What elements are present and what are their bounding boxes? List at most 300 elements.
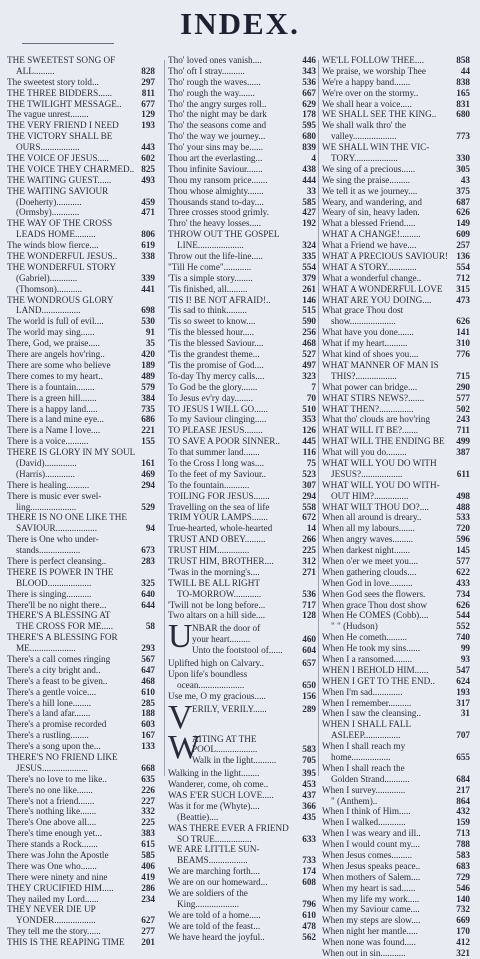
index-entry — [168, 393, 316, 404]
entry-page-number — [468, 360, 470, 371]
entry-page-number: 294 — [141, 479, 155, 490]
index-entry — [7, 523, 155, 534]
index-entry — [322, 741, 470, 752]
index-entry — [7, 512, 155, 523]
entry-title: THERE'S A BLESSING AT — [7, 610, 111, 621]
entry-page-number: 261 — [302, 283, 316, 294]
entry-title: When out in sin........... — [322, 948, 406, 959]
entry-title: SO TRUE................ — [177, 833, 252, 844]
entry-title: There is singing........... — [7, 588, 92, 599]
index-entry — [322, 480, 470, 491]
index-entry — [322, 207, 470, 218]
index-entry — [168, 414, 316, 425]
entry-title: WHAT ARE YOU DOING.... — [322, 294, 432, 305]
index-entry — [322, 904, 470, 915]
entry-page-number: 156 — [302, 690, 316, 701]
index-entry — [7, 850, 155, 861]
index-entry — [7, 120, 155, 131]
entry-title: When my Saviour came.... — [322, 904, 420, 915]
title-rule — [22, 43, 114, 44]
index-entry — [322, 774, 470, 785]
index-entry — [7, 404, 155, 415]
index-entry — [7, 295, 155, 306]
index-entry — [322, 926, 470, 937]
entry-page-number: 547 — [456, 664, 470, 675]
entry-title: We have heard the joyful.. — [168, 931, 265, 942]
entry-page-number — [153, 904, 155, 915]
entry-title: We are told of a home..... — [168, 909, 261, 920]
index-entry — [7, 240, 155, 251]
entry-page-number: 536 — [302, 588, 316, 599]
entry-title: THERE IS NO ONE LIKE THE — [7, 512, 128, 523]
entry-page-number: 444 — [302, 174, 316, 185]
entry-page-number: 673 — [141, 545, 155, 556]
entry-title: THE WAITING GUEST...... — [7, 174, 112, 185]
entry-title: 'Tis finished, all......... — [168, 283, 248, 294]
entry-title: True-hearted, whole-hearted — [168, 523, 273, 534]
entry-page-number — [468, 120, 470, 131]
entry-page-number: 717 — [302, 599, 316, 610]
index-entry — [168, 131, 316, 142]
entry-page-number: 321 — [456, 948, 470, 959]
index-entry — [168, 480, 316, 491]
entry-page-number: 256 — [302, 327, 316, 338]
index-entry — [7, 556, 155, 567]
entry-page-number: 283 — [141, 555, 155, 566]
entry-page-number — [153, 752, 155, 763]
entry-page-number: 297 — [141, 76, 155, 87]
entry-page-number: 530 — [141, 316, 155, 327]
index-entry — [322, 796, 470, 807]
index-entry — [7, 436, 155, 447]
index-entry — [322, 66, 470, 77]
index-entry — [7, 589, 155, 600]
index-entry — [168, 589, 316, 600]
index-entry — [168, 425, 316, 436]
entry-page-number: 221 — [141, 425, 155, 436]
entry-page-number: 70 — [306, 392, 316, 403]
entry-page-number: 596 — [456, 534, 470, 545]
entry-title: We tell it as we journey.... — [322, 185, 418, 196]
entry-title: TO SAVE A POOR SINNER.. — [168, 436, 280, 447]
entry-page-number: 317 — [456, 697, 470, 708]
entry-title: WAS E'ER SUCH LOVE..... — [168, 790, 274, 800]
entry-page-number: 325 — [141, 577, 155, 588]
index-entry — [7, 414, 155, 425]
entry-page-number: 615 — [141, 839, 155, 850]
index-entry — [168, 469, 316, 480]
entry-title: Tho' the night may be dark — [168, 109, 267, 120]
index-entry — [168, 447, 316, 458]
index-entry — [168, 834, 316, 845]
entry-page-number: 226 — [141, 784, 155, 795]
entry-title: (Gabriel)............ — [16, 272, 78, 283]
entry-title: Tho' loved ones vanish.... — [168, 55, 262, 65]
entry-title: When angry waves......... — [322, 534, 414, 545]
index-entry — [192, 714, 316, 725]
index-entry — [168, 109, 316, 120]
entry-title: JESUS.................... — [16, 762, 88, 773]
index-entry — [168, 600, 316, 611]
entry-title: When I think of Him..... — [322, 806, 411, 817]
entry-title: Use me, O my gracious..... — [168, 690, 266, 701]
entry-page-number — [468, 142, 470, 153]
entry-page-number — [314, 623, 316, 634]
index-entry — [7, 425, 155, 436]
entry-page-number: 155 — [141, 436, 155, 447]
entry-page-number: 590 — [302, 316, 316, 327]
entry-page-number: 33 — [306, 185, 316, 196]
entry-title: WE SHALL WIN THE VIC- — [322, 142, 430, 153]
entry-page-number: 217 — [456, 784, 470, 795]
index-entry — [192, 634, 316, 645]
index-entry — [7, 88, 155, 99]
entry-page-number: 43 — [460, 174, 470, 185]
index-entry — [168, 382, 316, 393]
entry-title: 'Tis the blessed Saviour.... — [168, 338, 264, 349]
entry-title: The vague unrest........ — [7, 109, 89, 120]
entry-page-number: 707 — [456, 730, 470, 741]
entry-page-number: 375 — [456, 185, 470, 196]
entry-title: WHAT STIRS NEWS?....... — [322, 392, 425, 403]
index-entry — [322, 88, 470, 99]
entry-title: There, God, we praise..... — [7, 338, 100, 349]
entry-page-number: 189 — [141, 359, 155, 370]
entry-page-number: 167 — [141, 730, 155, 741]
entry-page-number: 446 — [302, 55, 316, 65]
entry-title: To that summer land....... — [168, 447, 260, 458]
entry-page-number: 640 — [141, 588, 155, 599]
entry-title: WHAT A PRECIOUS SAVIOUR! — [322, 251, 449, 262]
index-entry — [7, 262, 155, 273]
index-entry — [168, 55, 316, 66]
entry-page-number: 811 — [141, 87, 155, 98]
entry-title: Three crosses stood grimly. — [168, 207, 269, 218]
entry-page-number: 225 — [141, 817, 155, 828]
entry-title: WHAT A WONDERFUL LOVE — [322, 283, 443, 294]
entry-page-number: 128 — [302, 610, 316, 621]
index-entry — [7, 872, 155, 883]
index-entry — [322, 120, 470, 131]
entry-page-number: 469 — [141, 468, 155, 479]
entry-page-number — [468, 741, 470, 752]
index-entry — [322, 393, 470, 404]
entry-page-number: 99 — [460, 643, 470, 654]
entry-page-number: 471 — [141, 207, 155, 218]
entry-page-number: 35 — [145, 338, 155, 349]
entry-title: There is a Name I love.... — [7, 425, 101, 436]
entry-page-number: 626 — [456, 207, 470, 218]
entry-title: THE TWILIGHT MESSAGE.. — [7, 98, 122, 109]
index-entry — [322, 142, 470, 153]
entry-title: 'Tis so sweet to know.... — [168, 316, 256, 327]
entry-title: When God in love.......... — [322, 577, 413, 588]
entry-title: (Beattie).... — [177, 811, 219, 822]
drop-cap-group — [168, 728, 316, 767]
entry-title: We are told of the feast... — [168, 920, 261, 931]
entry-page-number: 619 — [141, 240, 155, 251]
index-entry — [7, 251, 155, 262]
entry-page-number: 335 — [302, 251, 316, 262]
entry-page-number — [468, 458, 470, 469]
entry-page-number: 523 — [302, 468, 316, 479]
entry-page-number: 677 — [141, 98, 155, 109]
index-entry — [322, 218, 470, 229]
entry-title: Travelling on the sea of life — [168, 501, 270, 512]
entry-title: What a Friend we have.... — [322, 240, 417, 251]
entry-page-number: 427 — [302, 207, 316, 218]
entry-title: TOILING FOR JESUS....... — [168, 490, 270, 501]
entry-page-number: 227 — [141, 795, 155, 806]
index-entry — [168, 99, 316, 110]
index-entry — [168, 175, 316, 186]
index-entry — [7, 828, 155, 839]
entry-page-number — [314, 734, 316, 745]
entry-title: your heart......... — [192, 634, 251, 645]
entry-page-number: 732 — [456, 904, 470, 915]
entry-page-number: 602 — [141, 153, 155, 164]
entry-page-number — [153, 262, 155, 273]
entry-title: (Thomson)........... — [16, 283, 83, 294]
index-entry — [322, 55, 470, 66]
entry-page-number: 831 — [456, 98, 470, 109]
entry-title: There's a rustling........ — [7, 730, 89, 741]
entry-title: We are marching forth.... — [168, 866, 260, 877]
index-entry — [192, 623, 316, 634]
index-entry — [168, 120, 316, 131]
index-entry — [192, 645, 316, 656]
index-entry — [7, 806, 155, 817]
entry-page-number: 533 — [456, 512, 470, 523]
entry-page-number: 433 — [456, 577, 470, 588]
index-entry — [322, 458, 470, 469]
index-column-3 — [322, 55, 470, 959]
index-entry — [7, 197, 155, 208]
entry-page-number: 339 — [141, 272, 155, 283]
entry-title: When grace Thou dost show — [322, 599, 427, 610]
entry-page-number: 305 — [456, 163, 470, 174]
index-entry — [168, 669, 316, 680]
index-entry — [7, 719, 155, 730]
entry-title: We are on our homeward... — [168, 877, 268, 888]
entry-title: To the feet of my Saviour.. — [168, 468, 267, 479]
entry-page-number: 735 — [141, 403, 155, 414]
entry-page-number — [314, 669, 316, 680]
index-entry — [7, 687, 155, 698]
index-entry — [7, 785, 155, 796]
entry-title: There is a land mine eye... — [7, 414, 104, 425]
index-entry — [7, 491, 155, 502]
entry-page-number: 116 — [302, 447, 316, 458]
entry-page-number — [314, 823, 316, 834]
entry-page-number: 493 — [141, 174, 155, 185]
entry-page-number: 839 — [302, 142, 316, 153]
entry-page-number: 324 — [302, 240, 316, 251]
index-entry — [7, 284, 155, 295]
entry-title: When I remember.......... — [322, 697, 412, 708]
entry-title: Weary, and wandering, and — [322, 196, 422, 207]
entry-page-number: 478 — [302, 920, 316, 931]
entry-title: YONDER.................. — [16, 915, 96, 926]
index-entry — [322, 589, 470, 600]
entry-page-number — [153, 534, 155, 545]
entry-title: TO-MORROW............ — [177, 588, 262, 599]
index-entry — [7, 109, 155, 120]
index-entry — [7, 698, 155, 709]
drop-cap-letter: V — [168, 698, 193, 736]
entry-page-number: 468 — [141, 675, 155, 686]
entry-title: Thou art the everlasting... — [168, 153, 263, 164]
index-entry — [7, 730, 155, 741]
index-entry — [322, 610, 470, 621]
entry-page-number: 529 — [141, 501, 155, 512]
entry-title: The world may sing...... — [7, 327, 95, 338]
entry-page-number: 201 — [141, 937, 155, 948]
index-entry — [322, 632, 470, 643]
entry-page-number: 323 — [302, 370, 316, 381]
index-entry — [7, 894, 155, 905]
entry-page-number: 554 — [456, 261, 470, 272]
entry-page-number: 286 — [141, 882, 155, 893]
entry-page-number: 406 — [141, 860, 155, 871]
entry-title: What will you do......... — [322, 447, 407, 458]
entry-title: Tho' oft I stray.......... — [168, 65, 245, 76]
entry-title: 'Tis the grandest theme... — [168, 349, 260, 360]
entry-title: 'Tis the blessed hour..... — [168, 327, 255, 338]
entry-title: THE VOICE OF JESUS..... — [7, 153, 109, 164]
entry-title: TO JESUS I WILL GO...... — [168, 403, 268, 414]
entry-page-number: 510 — [302, 403, 316, 414]
index-entry — [168, 371, 316, 382]
entry-page-number: 858 — [456, 55, 470, 65]
entry-title: We shall hear a voice..... — [322, 98, 412, 109]
entry-page-number: 579 — [141, 381, 155, 392]
entry-page-number: 44 — [460, 65, 470, 76]
entry-page-number: 595 — [302, 120, 316, 131]
entry-title: home................. — [331, 752, 391, 762]
index-entry — [7, 534, 155, 545]
entry-title: To-day Thy mercy calls.... — [168, 370, 265, 381]
entry-title: There's a hill lone........ — [7, 697, 92, 708]
entry-title: When He COMES (Cobb).... — [322, 610, 429, 621]
entry-page-number: 627 — [141, 915, 155, 926]
index-entry — [7, 839, 155, 850]
index-entry — [7, 371, 155, 382]
entry-title: WHEN I SHALL FALL — [322, 719, 412, 730]
index-entry — [322, 915, 470, 926]
entry-page-number — [314, 229, 316, 240]
entry-page-number: 312 — [302, 555, 316, 566]
entry-page-number: 554 — [302, 261, 316, 272]
entry-page-number: 668 — [141, 762, 155, 773]
entry-title: 'Tis sad to think......... — [168, 305, 247, 316]
entry-title: THERE IS POWER IN THE — [7, 566, 114, 577]
entry-page-number: 633 — [302, 833, 316, 844]
index-entry — [168, 88, 316, 99]
entry-title: We are soldiers of the — [168, 888, 248, 899]
index-entry — [168, 218, 316, 229]
index-entry — [168, 534, 316, 545]
index-entry — [168, 349, 316, 360]
entry-page-number — [153, 491, 155, 502]
entry-page-number: 14 — [306, 523, 316, 534]
index-entry — [7, 218, 155, 229]
index-entry — [322, 861, 470, 872]
index-entry — [322, 556, 470, 567]
index-entry — [7, 316, 155, 327]
entry-page-number — [153, 610, 155, 621]
entry-title: 'TIS I! BE NOT AFRAID!.. — [168, 294, 271, 305]
entry-page-number: 285 — [141, 697, 155, 708]
entry-title: There's a promise recorded — [7, 719, 107, 730]
entry-title: To Jesus ev'ry day........ — [168, 392, 253, 403]
entry-title: There is a voice.......... — [7, 436, 89, 447]
index-entry — [168, 77, 316, 88]
entry-title: " (Anthem).. — [331, 795, 378, 806]
entry-title: WHAT WILL YOU DO WITH — [322, 457, 437, 468]
index-entry — [322, 654, 470, 665]
entry-page-number: 188 — [141, 708, 155, 719]
entry-page-number: 310 — [456, 338, 470, 349]
index-entry — [168, 921, 316, 932]
entry-page-number: 488 — [456, 501, 470, 512]
index-entry — [322, 850, 470, 861]
entry-title: Thousands stand to-day.... — [168, 196, 264, 207]
index-entry — [322, 872, 470, 883]
index-entry — [322, 894, 470, 905]
index-entry — [322, 371, 470, 382]
entry-page-number: 271 — [302, 566, 316, 577]
entry-page-number: 711 — [456, 425, 470, 436]
entry-page-number: 438 — [302, 163, 316, 174]
entry-title: They tell me the story...... — [7, 926, 101, 937]
entry-title: THE VICTORY SHALL BE — [7, 131, 113, 142]
entry-page-number: 93 — [460, 653, 470, 664]
entry-title: When God sees the flowers. — [322, 588, 426, 599]
entry-title: When Jesus speaks peace.. — [322, 860, 421, 871]
entry-page-number: 577 — [456, 392, 470, 403]
index-entry — [192, 755, 316, 766]
entry-title: What a wonderful change.. — [322, 272, 422, 283]
index-entry — [322, 327, 470, 338]
index-entry — [168, 899, 316, 910]
entry-page-number: 419 — [141, 871, 155, 882]
index-entry — [168, 305, 316, 316]
entry-title: WHAT MANNER OF MAN IS — [322, 359, 439, 370]
index-entry — [168, 523, 316, 534]
entry-page-number: 626 — [456, 599, 470, 610]
entry-title: There stands a Rock....... — [7, 839, 98, 850]
index-entry — [322, 534, 470, 545]
entry-title: There were ninety and nine — [7, 871, 108, 882]
entry-title: The winds blow fierce.... — [7, 240, 99, 251]
entry-title: ASLEEP................ — [331, 730, 401, 741]
entry-title: When I was weary and ill.. — [322, 828, 421, 839]
entry-title: There's a call comes ringing — [7, 653, 111, 664]
entry-title: (Doeherty)........... — [16, 196, 82, 207]
index-entry — [168, 680, 316, 691]
index-entry — [322, 469, 470, 480]
entry-page-number: 294 — [302, 490, 316, 501]
entry-page-number: 776 — [456, 349, 470, 360]
entry-page-number — [468, 763, 470, 774]
entry-title: There's a land afar....... — [7, 708, 91, 719]
entry-page-number: 796 — [302, 898, 316, 909]
entry-page-number: 473 — [456, 294, 470, 305]
entry-title: THE SWEETEST SONG OF — [7, 55, 116, 65]
index-entry — [168, 284, 316, 295]
index-entry — [7, 763, 155, 774]
